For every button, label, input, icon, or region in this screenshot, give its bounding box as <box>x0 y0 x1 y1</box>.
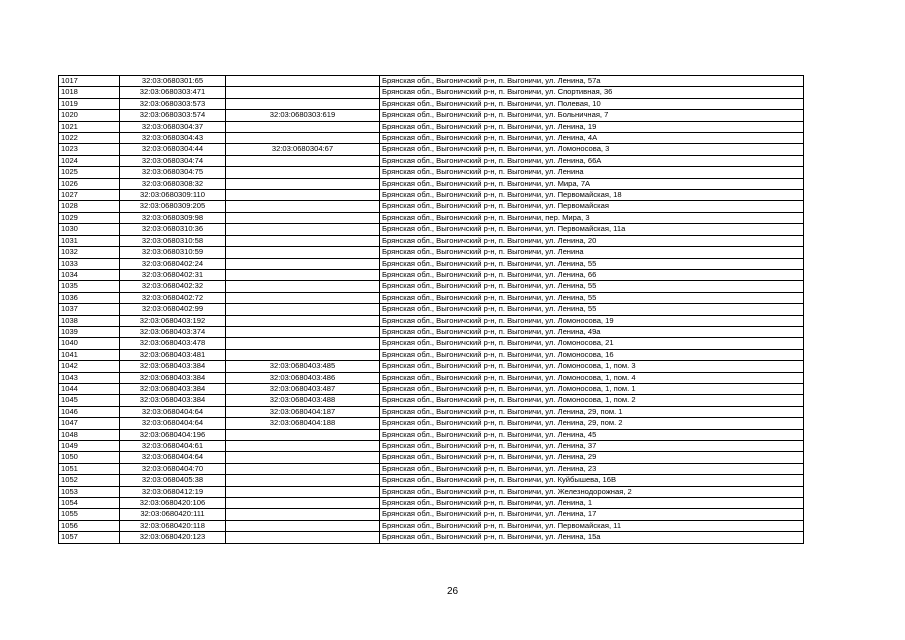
address-cell: Брянская обл., Выгоничский р-н, п. Выгоничи, ул. Ленина, 55 <box>380 281 804 292</box>
table-row <box>59 201 804 212</box>
row-number-cell: 1022 <box>59 133 120 144</box>
cadastral-number-cell: 32:03:0680303:574 <box>120 110 226 121</box>
row-number-cell: 1042 <box>59 361 120 372</box>
parent-cadastral-number-cell <box>226 212 380 223</box>
row-number-cell: 1019 <box>59 98 120 109</box>
cadastral-number-cell: 32:03:0680405:38 <box>120 475 226 486</box>
address-cell: Брянская обл., Выгоничский р-н, п. Выгоничи, ул. Ломоносова, 19 <box>380 315 804 326</box>
parent-cadastral-number-cell <box>226 509 380 520</box>
cadastral-number-cell: 32:03:0680420:123 <box>120 532 226 543</box>
parent-cadastral-number-cell: 32:03:0680403:488 <box>226 395 380 406</box>
address-cell: Брянская обл., Выгоничский р-н, п. Выгоничи, ул. Ломоносова, 1, пом. 4 <box>380 372 804 383</box>
row-number-cell: 1036 <box>59 292 120 303</box>
cadastral-number-cell: 32:03:0680404:64 <box>120 406 226 417</box>
row-number-cell: 1020 <box>59 110 120 121</box>
row-number-cell: 1028 <box>59 201 120 212</box>
cadastral-number-cell: 32:03:0680304:74 <box>120 155 226 166</box>
cadastral-number-cell: 32:03:0680310:36 <box>120 224 226 235</box>
parent-cadastral-number-cell <box>226 338 380 349</box>
address-cell: Брянская обл., Выгоничский р-н, п. Выгоничи, ул. Ленина, 66 <box>380 269 804 280</box>
parent-cadastral-number-cell: 32:03:0680403:487 <box>226 383 380 394</box>
row-number-cell: 1041 <box>59 349 120 360</box>
address-cell: Брянская обл., Выгоничский р-н, п. Выгоничи, ул. Ленина, 17 <box>380 509 804 520</box>
row-number-cell: 1029 <box>59 212 120 223</box>
page-number: 26 <box>446 586 459 597</box>
address-cell: Брянская обл., Выгоничский р-н, п. Выгоничи, ул. Ленина, 29 <box>380 452 804 463</box>
row-number-cell: 1039 <box>59 326 120 337</box>
cadastral-number-cell: 32:03:0680304:43 <box>120 133 226 144</box>
table-row <box>59 486 804 497</box>
parent-cadastral-number-cell <box>226 315 380 326</box>
cadastral-number-cell: 32:03:0680420:111 <box>120 509 226 520</box>
parent-cadastral-number-cell: 32:03:0680303:619 <box>226 110 380 121</box>
row-number-cell: 1037 <box>59 304 120 315</box>
cadastral-number-cell: 32:03:0680303:573 <box>120 98 226 109</box>
table-row <box>59 429 804 440</box>
row-number-cell: 1035 <box>59 281 120 292</box>
parent-cadastral-number-cell <box>226 121 380 132</box>
table-row <box>59 532 804 543</box>
address-cell: Брянская обл., Выгоничский р-н, п. Выгоничи, ул. Больничная, 7 <box>380 110 804 121</box>
address-cell: Брянская обл., Выгоничский р-н, п. Выгоничи, ул. Ленина, 57а <box>380 76 804 87</box>
row-number-cell: 1034 <box>59 269 120 280</box>
address-cell: Брянская обл., Выгоничский р-н, п. Выгоничи, ул. Ленина, 19 <box>380 121 804 132</box>
address-cell: Брянская обл., Выгоничский р-н, п. Выгоничи, ул. Ленина, 29, пом. 1 <box>380 406 804 417</box>
table-row <box>59 235 804 246</box>
cadastral-number-cell: 32:03:0680404:196 <box>120 429 226 440</box>
cadastral-number-cell: 32:03:0680309:98 <box>120 212 226 223</box>
row-number-cell: 1031 <box>59 235 120 246</box>
parent-cadastral-number-cell <box>226 304 380 315</box>
row-number-cell: 1044 <box>59 383 120 394</box>
address-cell: Брянская обл., Выгоничский р-н, п. Выгоничи, ул. Ленина, 15а <box>380 532 804 543</box>
table-row <box>59 292 804 303</box>
cadastral-number-cell: 32:03:0680402:31 <box>120 269 226 280</box>
cadastral-number-cell: 32:03:0680303:471 <box>120 87 226 98</box>
row-number-cell: 1021 <box>59 121 120 132</box>
table-row <box>59 509 804 520</box>
table-row <box>59 87 804 98</box>
cadastral-number-cell: 32:03:0680404:64 <box>120 452 226 463</box>
parent-cadastral-number-cell <box>226 475 380 486</box>
row-number-cell: 1052 <box>59 475 120 486</box>
row-number-cell: 1023 <box>59 144 120 155</box>
table-row <box>59 133 804 144</box>
table-row <box>59 315 804 326</box>
row-number-cell: 1055 <box>59 509 120 520</box>
parent-cadastral-number-cell <box>226 190 380 201</box>
address-cell: Брянская обл., Выгоничский р-н, п. Выгоничи, ул. Первомайская <box>380 201 804 212</box>
row-number-cell: 1050 <box>59 452 120 463</box>
cadastral-number-cell: 32:03:0680301:65 <box>120 76 226 87</box>
address-cell: Брянская обл., Выгоничский р-н, п. Выгоничи, ул. Ломоносова, 3 <box>380 144 804 155</box>
cadastral-number-cell: 32:03:0680403:384 <box>120 372 226 383</box>
row-number-cell: 1038 <box>59 315 120 326</box>
row-number-cell: 1053 <box>59 486 120 497</box>
row-number-cell: 1025 <box>59 167 120 178</box>
table-row <box>59 326 804 337</box>
cadastral-number-cell: 32:03:0680404:64 <box>120 418 226 429</box>
parent-cadastral-number-cell <box>226 441 380 452</box>
parent-cadastral-number-cell: 32:03:0680304:67 <box>226 144 380 155</box>
parent-cadastral-number-cell <box>226 258 380 269</box>
parent-cadastral-number-cell <box>226 201 380 212</box>
parent-cadastral-number-cell <box>226 224 380 235</box>
row-number-cell: 1030 <box>59 224 120 235</box>
table-row <box>59 247 804 258</box>
address-cell: Брянская обл., Выгоничский р-н, п. Выгоничи, ул. Железнодорожная, 2 <box>380 486 804 497</box>
address-cell: Брянская обл., Выгоничский р-н, п. Выгоничи, ул. Мира, 7А <box>380 178 804 189</box>
table-row <box>59 361 804 372</box>
parent-cadastral-number-cell <box>226 463 380 474</box>
cadastral-number-cell: 32:03:0680304:75 <box>120 167 226 178</box>
address-cell: Брянская обл., Выгоничский р-н, п. Выгоничи, ул. Ленина, 29, пом. 2 <box>380 418 804 429</box>
table-row <box>59 395 804 406</box>
row-number-cell: 1051 <box>59 463 120 474</box>
row-number-cell: 1032 <box>59 247 120 258</box>
parent-cadastral-number-cell: 32:03:0680404:188 <box>226 418 380 429</box>
row-number-cell: 1056 <box>59 520 120 531</box>
address-cell: Брянская обл., Выгоничский р-н, п. Выгоничи, ул. Ломоносова, 1, пом. 3 <box>380 361 804 372</box>
table-row <box>59 167 804 178</box>
cadastral-number-cell: 32:03:0680404:61 <box>120 441 226 452</box>
table-row <box>59 452 804 463</box>
parent-cadastral-number-cell <box>226 452 380 463</box>
table-row <box>59 155 804 166</box>
table-row <box>59 76 804 87</box>
parent-cadastral-number-cell <box>226 292 380 303</box>
table-row <box>59 304 804 315</box>
cadastral-number-cell: 32:03:0680309:205 <box>120 201 226 212</box>
address-cell: Брянская обл., Выгоничский р-н, п. Выгоничи, ул. Ломоносова, 1, пом. 2 <box>380 395 804 406</box>
cadastral-number-cell: 32:03:0680310:59 <box>120 247 226 258</box>
row-number-cell: 1024 <box>59 155 120 166</box>
parent-cadastral-number-cell <box>226 178 380 189</box>
address-cell: Брянская обл., Выгоничский р-н, п. Выгоничи, ул. Ленина, 49а <box>380 326 804 337</box>
cadastral-number-cell: 32:03:0680308:32 <box>120 178 226 189</box>
address-cell: Брянская обл., Выгоничский р-н, п. Выгоничи, ул. Ленина, 37 <box>380 441 804 452</box>
parent-cadastral-number-cell <box>226 247 380 258</box>
cadastral-number-cell: 32:03:0680420:106 <box>120 498 226 509</box>
cadastral-number-cell: 32:03:0680404:70 <box>120 463 226 474</box>
row-number-cell: 1046 <box>59 406 120 417</box>
table-row <box>59 463 804 474</box>
parent-cadastral-number-cell <box>226 76 380 87</box>
address-cell: Брянская обл., Выгоничский р-н, п. Выгоничи, ул. Первомайская, 11а <box>380 224 804 235</box>
row-number-cell: 1033 <box>59 258 120 269</box>
address-cell: Брянская обл., Выгоничский р-н, п. Выгоничи, пер. Мира, 3 <box>380 212 804 223</box>
address-cell: Брянская обл., Выгоничский р-н, п. Выгоничи, ул. Ленина, 20 <box>380 235 804 246</box>
row-number-cell: 1018 <box>59 87 120 98</box>
cadastral-number-cell: 32:03:0680402:32 <box>120 281 226 292</box>
address-cell: Брянская обл., Выгоничский р-н, п. Выгоничи, ул. Ломоносова, 16 <box>380 349 804 360</box>
address-cell: Брянская обл., Выгоничский р-н, п. Выгоничи, ул. Первомайская, 18 <box>380 190 804 201</box>
property-table <box>58 75 804 544</box>
cadastral-number-cell: 32:03:0680420:118 <box>120 520 226 531</box>
cadastral-number-cell: 32:03:0680403:192 <box>120 315 226 326</box>
parent-cadastral-number-cell: 32:03:0680403:486 <box>226 372 380 383</box>
address-cell: Брянская обл., Выгоничский р-н, п. Выгоничи, ул. Ленина, 45 <box>380 429 804 440</box>
cadastral-number-cell: 32:03:0680309:110 <box>120 190 226 201</box>
parent-cadastral-number-cell <box>226 486 380 497</box>
property-table-body <box>59 76 804 544</box>
address-cell: Брянская обл., Выгоничский р-н, п. Выгоничи, ул. Ленина, 55 <box>380 258 804 269</box>
row-number-cell: 1048 <box>59 429 120 440</box>
row-number-cell: 1043 <box>59 372 120 383</box>
parent-cadastral-number-cell: 32:03:0680403:485 <box>226 361 380 372</box>
table-row <box>59 338 804 349</box>
address-cell: Брянская обл., Выгоничский р-н, п. Выгоничи, ул. Ленина <box>380 167 804 178</box>
parent-cadastral-number-cell <box>226 235 380 246</box>
address-cell: Брянская обл., Выгоничский р-н, п. Выгоничи, ул. Ленина, 4А <box>380 133 804 144</box>
table-row <box>59 258 804 269</box>
parent-cadastral-number-cell <box>226 498 380 509</box>
address-cell: Брянская обл., Выгоничский р-н, п. Выгоничи, ул. Спортивная, 36 <box>380 87 804 98</box>
table-row <box>59 520 804 531</box>
row-number-cell: 1045 <box>59 395 120 406</box>
table-row <box>59 190 804 201</box>
address-cell: Брянская обл., Выгоничский р-н, п. Выгоничи, ул. Ломоносова, 21 <box>380 338 804 349</box>
cadastral-number-cell: 32:03:0680402:24 <box>120 258 226 269</box>
table-row <box>59 475 804 486</box>
table-row <box>59 498 804 509</box>
table-row <box>59 441 804 452</box>
table-row <box>59 406 804 417</box>
address-cell: Брянская обл., Выгоничский р-н, п. Выгоничи, ул. Ленина, 66А <box>380 155 804 166</box>
row-number-cell: 1057 <box>59 532 120 543</box>
cadastral-number-cell: 32:03:0680403:481 <box>120 349 226 360</box>
table-row <box>59 349 804 360</box>
parent-cadastral-number-cell <box>226 281 380 292</box>
row-number-cell: 1017 <box>59 76 120 87</box>
parent-cadastral-number-cell <box>226 326 380 337</box>
table-row <box>59 212 804 223</box>
table-row <box>59 121 804 132</box>
parent-cadastral-number-cell <box>226 429 380 440</box>
cadastral-number-cell: 32:03:0680402:99 <box>120 304 226 315</box>
cadastral-number-cell: 32:03:0680403:384 <box>120 383 226 394</box>
parent-cadastral-number-cell <box>226 349 380 360</box>
parent-cadastral-number-cell <box>226 155 380 166</box>
address-cell: Брянская обл., Выгоничский р-н, п. Выгоничи, ул. Ленина, 55 <box>380 304 804 315</box>
address-cell: Брянская обл., Выгоничский р-н, п. Выгоничи, ул. Первомайская, 11 <box>380 520 804 531</box>
table-row <box>59 372 804 383</box>
cadastral-number-cell: 32:03:0680403:384 <box>120 395 226 406</box>
address-cell: Брянская обл., Выгоничский р-н, п. Выгоничи, ул. Ленина, 23 <box>380 463 804 474</box>
table-row <box>59 98 804 109</box>
row-number-cell: 1049 <box>59 441 120 452</box>
row-number-cell: 1040 <box>59 338 120 349</box>
parent-cadastral-number-cell: 32:03:0680404:187 <box>226 406 380 417</box>
parent-cadastral-number-cell <box>226 133 380 144</box>
address-cell: Брянская обл., Выгоничский р-н, п. Выгоничи, ул. Куйбышева, 16В <box>380 475 804 486</box>
address-cell: Брянская обл., Выгоничский р-н, п. Выгоничи, ул. Ленина, 1 <box>380 498 804 509</box>
table-row <box>59 281 804 292</box>
parent-cadastral-number-cell <box>226 532 380 543</box>
parent-cadastral-number-cell <box>226 87 380 98</box>
table-row <box>59 224 804 235</box>
parent-cadastral-number-cell <box>226 520 380 531</box>
cadastral-number-cell: 32:03:0680403:478 <box>120 338 226 349</box>
row-number-cell: 1026 <box>59 178 120 189</box>
cadastral-number-cell: 32:03:0680403:384 <box>120 361 226 372</box>
address-cell: Брянская обл., Выгоничский р-н, п. Выгоничи, ул. Ломоносова, 1, пом. 1 <box>380 383 804 394</box>
parent-cadastral-number-cell <box>226 269 380 280</box>
cadastral-number-cell: 32:03:0680402:72 <box>120 292 226 303</box>
row-number-cell: 1027 <box>59 190 120 201</box>
address-cell: Брянская обл., Выгоничский р-н, п. Выгоничи, ул. Полевая, 10 <box>380 98 804 109</box>
row-number-cell: 1047 <box>59 418 120 429</box>
parent-cadastral-number-cell <box>226 167 380 178</box>
table-row <box>59 418 804 429</box>
table-row <box>59 383 804 394</box>
table-row <box>59 269 804 280</box>
table-row <box>59 144 804 155</box>
parent-cadastral-number-cell <box>226 98 380 109</box>
cadastral-number-cell: 32:03:0680403:374 <box>120 326 226 337</box>
cadastral-number-cell: 32:03:0680304:44 <box>120 144 226 155</box>
cadastral-number-cell: 32:03:0680412:19 <box>120 486 226 497</box>
address-cell: Брянская обл., Выгоничский р-н, п. Выгоничи, ул. Ленина, 55 <box>380 292 804 303</box>
cadastral-number-cell: 32:03:0680304:37 <box>120 121 226 132</box>
address-cell: Брянская обл., Выгоничский р-н, п. Выгоничи, ул. Ленина <box>380 247 804 258</box>
table-row <box>59 110 804 121</box>
table-row <box>59 178 804 189</box>
row-number-cell: 1054 <box>59 498 120 509</box>
cadastral-number-cell: 32:03:0680310:58 <box>120 235 226 246</box>
